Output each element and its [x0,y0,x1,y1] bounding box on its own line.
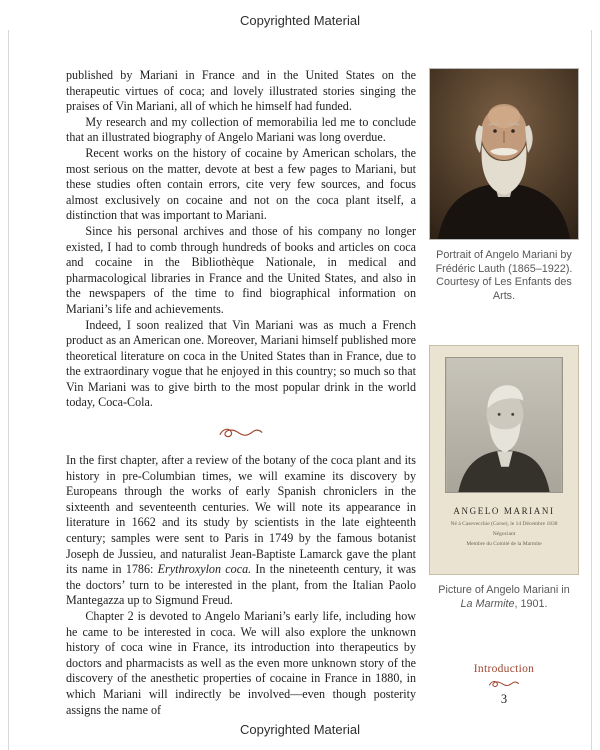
text-segment: published by Mariani in France and in the United States on the therapeutic virtues of coca; and lovely illustrated stories singing the praises of Vin Mariani, all of which he himself had funded. [66,68,416,114]
text-segment: Picture of Angelo Mariani in [438,584,570,596]
section-label: Introduction [473,663,535,675]
plate-subtitle-line2: Négociant [492,531,516,537]
text-segment: Chapter 2 is devoted to Angelo Mariani’s early life, including how he came to be interested in coca. We will also explore the unknown history of coca wine in France, its introduction into therapeutics by doctors and pharmacists as well as the even more unknown story of the discovery of the anesthetic properties of cocaine in France in 1880, in which Mariani will indirectly be involved—even though posterity assigns the name of [66,609,416,717]
text-segment: In the nineteenth century, it was the doctors’ turn to be interested in the plant, from the Italian Paolo Mantegazza up to Sigmund Freud. [66,562,416,608]
portrait-painting-figure [429,68,579,240]
text-segment: Recent works on the history of cocaine by American scholars, the most serious on the matter, devote at best a few pages to Mariani, but these studies often contain errors, cite very few sources, and focus almost exclusively on cocaine and not on the coca plant itself, a distinction that was important to Mariani. [66,145,416,223]
text-segment: Indeed, I soon realized that Vin Mariani was as much a French product as an American one. Moreover, Mariani himself published more theoretical literature on coca in the United States than in France, due to the extraordinary vogue that he enjoyed in this country; so much so that Vin Mariani was to give birth to the most popular drink in the world today, Coca-Cola. [66,317,416,410]
page-number: 3 [500,692,508,706]
copyright-notice-top: Copyrighted Material [240,13,360,28]
portrait-caption: Portrait of Angelo Mariani by Frédéric Lauth (1865–1922). Courtesy of Les Enfants des Arts. [435,249,573,302]
plate-subtitle-line1: Né à Casevecchie (Corse), le 14 Décembre 1838 [450,521,558,527]
text-segment: La Marmite [460,597,515,610]
body-block-2 [66,453,416,718]
paragraph [66,146,416,224]
text-segment: In the first chapter, after a review of the botany of the coca plant and its history in pre-Columbian times, we will examine its discovery by Europeans through the works of early Spanish chroniclers in the sixteenth and seventeenth centuries. We will note its appearance in literature in 1662 and its study by scientists in the late eighteenth century; samples were sent to Paris in 1749 by the famous botanist Joseph de Jussieu, and naturalist Jean-Baptiste Lamarck gave the plant its name in 1786: [66,453,416,577]
text-segment: Erythroxylon coca. [157,562,252,577]
paragraph [66,224,416,318]
paragraph [66,609,416,718]
figure-column [429,68,579,718]
portrait-painting-image [430,69,578,239]
copyright-notice-bottom: Copyrighted Material [240,722,360,737]
plate-title: ANGELO MARIANI [453,506,555,516]
portrait-photo-image [446,358,562,492]
plate-photo-frame [445,357,563,493]
page-edge-right [591,30,592,750]
flourish-swirl-icon [488,679,520,689]
text-segment: My research and my collection of memorabilia led me to conclude that an illustrated biography of Angelo Mariani was long overdue. [66,114,416,145]
plate-subtitle-line3: Membre du Comité de la Marmite [466,541,542,547]
paragraph [66,453,416,609]
page-footer [474,663,534,707]
page-edge-left [8,30,9,750]
paragraph [66,115,416,146]
footer-ornament [474,679,534,689]
paragraph [66,318,416,412]
body-block-1 [66,68,416,411]
section-divider [66,426,416,440]
flourish-swirl-icon [218,426,264,440]
text-segment: Since his personal archives and those of his company no longer existed, I had to comb through hundreds of books and articles on coca and cocaine in the Bibliothèque Nationale, in medical and pharmacological libraries in France and the United States, and also in the newspapers of the time to find biographical information on Mariani’s life and achievements. [66,223,416,316]
page-content [66,68,579,718]
text-segment: , 1901. [514,597,548,610]
plate-caption [431,584,577,611]
plate-figure [429,345,579,575]
body-text-column [66,68,416,718]
paragraph [66,68,416,115]
